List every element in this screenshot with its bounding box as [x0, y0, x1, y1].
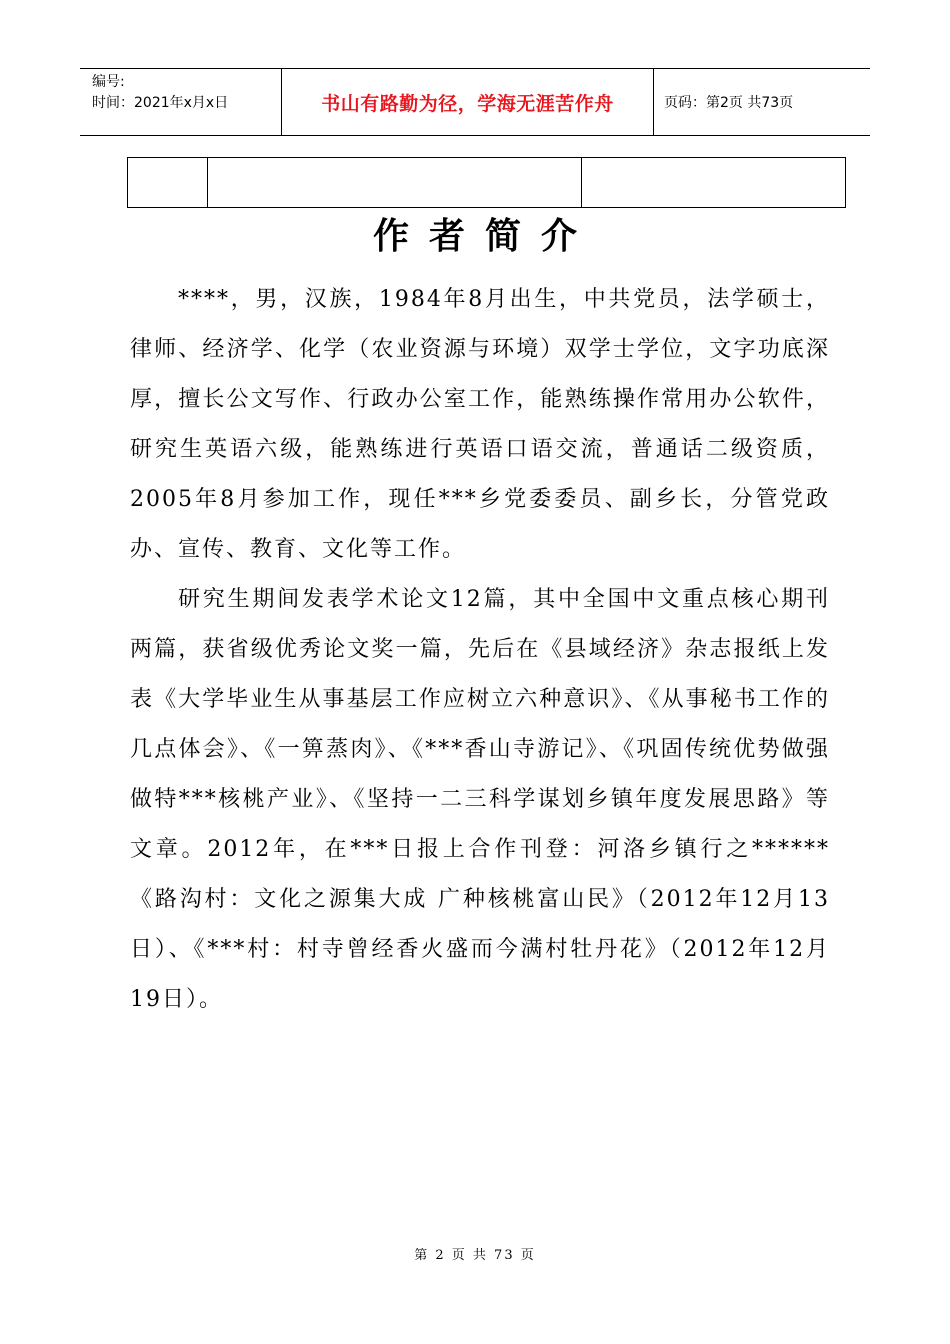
page-footer: 第 2 页 共 73 页 [414, 1248, 536, 1263]
paragraph: ****，男，汉族，1984年8月出生，中共党员，法学硕士，律师、经济学、化学（农业资源与环境）双学士学位，文字功底深厚，擅长公文写作、行政办公室工作，能熟练操作常用办公软件，研究生英语六级，能熟练进行英语口语交流，普通话二级资质，2005年8月参加工作，现任***乡党委委员、副乡长，分管党政办、宣传、教育、文化等工作。 [130, 287, 830, 562]
header-slogan: 书山有路勤为径，学海无涯苦作舟 [282, 69, 654, 135]
empty-cell [208, 158, 582, 207]
page-title: 作者简介 [372, 216, 597, 257]
document-number-label: 编号: [92, 74, 125, 90]
header-table [80, 68, 870, 136]
header-meta [80, 69, 282, 135]
header-page-info: 页码：第2页 共73页 [664, 95, 794, 111]
empty-cell [128, 158, 208, 207]
document-time-label: 时间：2021年x月x日 [92, 95, 229, 111]
author-bio [130, 275, 830, 1025]
paragraph: 研究生期间发表学术论文12篇，其中全国中文重点核心期刊两篇，获省级优秀论文奖一篇，先后在《县域经济》杂志报纸上发表《大学毕业生从事基层工作应树立六种意识》、《从事秘书工作的几点体会》、《一箅蒸肉》、《***香山寺游记》、《巩固传统优势做强做特***核桃产业》、《坚持一二三科学谋划乡镇年度发展思路》等文章。2012年，在***日报上合作刊登：河洛乡镇行之******《路沟村：文化之源集大成 广种核桃富山民》（2012年12月13日）、《***村：村寺曾经香火盛而今满村牡丹花》（2012年12月19日）。 [130, 587, 830, 1012]
empty-cell [582, 158, 845, 207]
empty-table-row [127, 157, 846, 208]
